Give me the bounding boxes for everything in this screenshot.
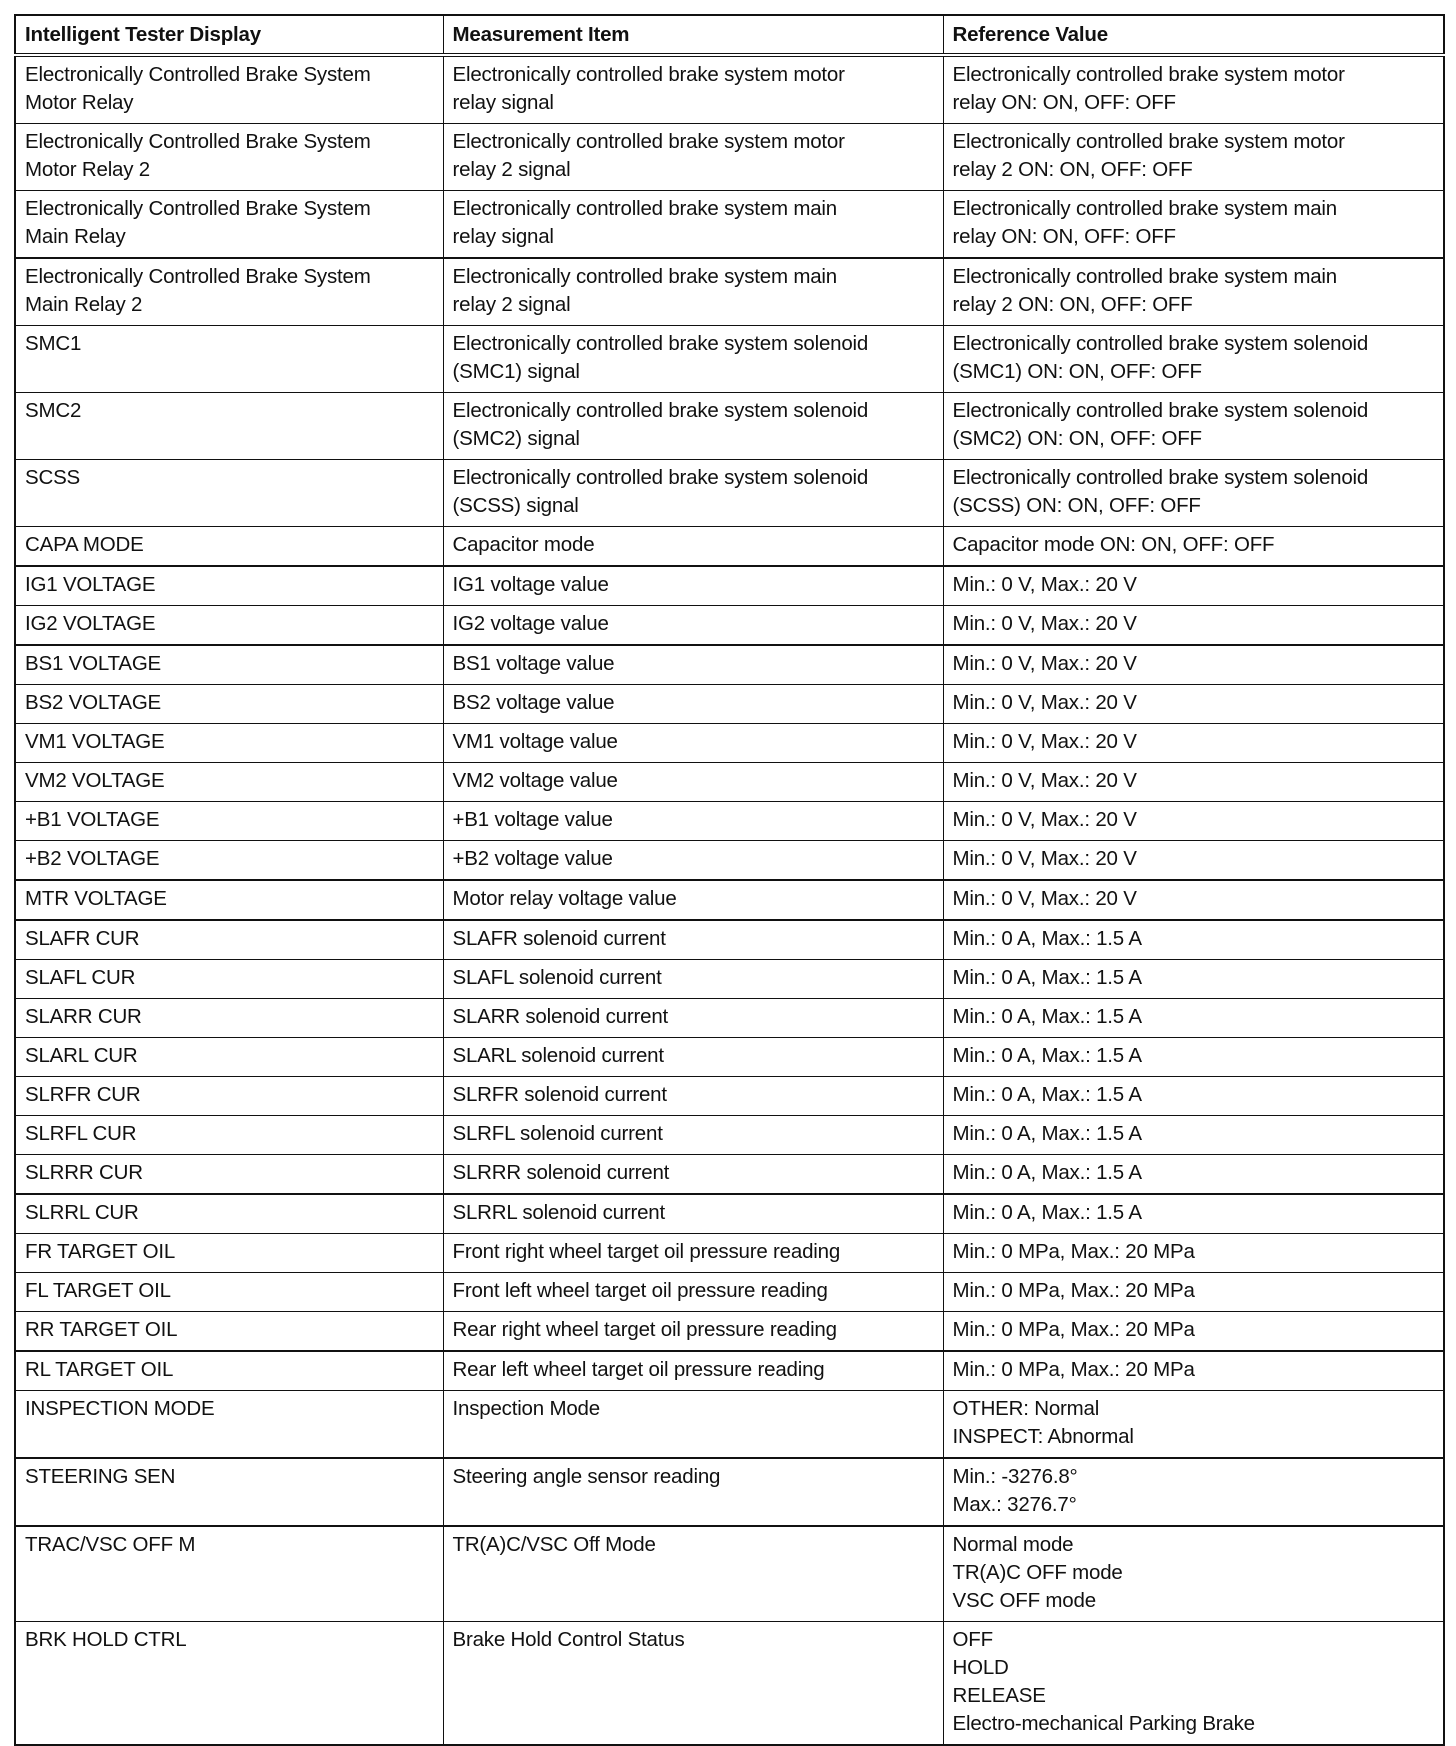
cell-text-line: TR(A)C OFF mode — [952, 1561, 1123, 1584]
table-row — [15, 326, 1444, 393]
cell-text-line: Motor relay voltage value — [452, 887, 677, 910]
tester-display-cell — [15, 393, 443, 460]
cell-text-line: Min.: 0 V, Max.: 20 V — [952, 887, 1137, 910]
cell-text-line: IG2 VOLTAGE — [25, 612, 156, 635]
reference-value-cell — [943, 1155, 1444, 1195]
tester-display-cell — [15, 1458, 443, 1526]
reference-value-cell — [943, 1194, 1444, 1234]
reference-value-cell — [943, 880, 1444, 920]
cell-text-line: Electronically controlled brake system solenoid — [452, 399, 869, 422]
measurement-item-cell — [443, 1351, 943, 1391]
cell-text-line: STEERING SEN — [25, 1465, 176, 1488]
cell-text-line: Min.: 0 V, Max.: 20 V — [952, 573, 1137, 596]
cell-text-line: VSC OFF mode — [952, 1589, 1096, 1612]
reference-value-cell — [943, 606, 1444, 646]
cell-text-line: (SCSS) signal — [452, 494, 579, 517]
cell-text-line: Min.: 0 A, Max.: 1.5 A — [952, 927, 1142, 950]
tester-display-cell — [15, 124, 443, 191]
table-row — [15, 880, 1444, 920]
measurement-item-cell — [443, 920, 943, 960]
reference-value-cell — [943, 1038, 1444, 1077]
table-row — [15, 1077, 1444, 1116]
cell-text-line: (SCSS) ON: ON, OFF: OFF — [952, 494, 1201, 517]
cell-text-line: CAPA MODE — [25, 533, 144, 556]
measurement-item-cell — [443, 1312, 943, 1352]
table-row — [15, 1155, 1444, 1195]
cell-text-line: relay 2 ON: ON, OFF: OFF — [952, 293, 1193, 316]
cell-text-line: SLRFR solenoid current — [452, 1083, 667, 1106]
cell-text-line: Rear right wheel target oil pressure reading — [452, 1318, 837, 1341]
tester-display-cell — [15, 191, 443, 259]
tester-display-cell — [15, 566, 443, 606]
tester-display-cell — [15, 1312, 443, 1352]
tester-display-cell — [15, 1391, 443, 1459]
cell-text-line: Inspection Mode — [452, 1397, 600, 1420]
reference-value-cell — [943, 1077, 1444, 1116]
measurement-item-cell — [443, 1526, 943, 1622]
cell-text-line: Main Relay 2 — [25, 293, 143, 316]
measurement-item-cell — [443, 191, 943, 259]
table-row — [15, 258, 1444, 326]
tester-display-cell — [15, 763, 443, 802]
cell-text-line: Min.: 0 V, Max.: 20 V — [952, 730, 1137, 753]
table-row — [15, 724, 1444, 763]
cell-text-line: Min.: 0 V, Max.: 20 V — [952, 652, 1137, 675]
cell-text-line: SMC2 — [25, 399, 82, 422]
cell-text-line: Min.: 0 A, Max.: 1.5 A — [952, 1044, 1142, 1067]
header-reference-value: Reference Value — [943, 15, 1444, 55]
cell-text-line: (SMC1) signal — [452, 360, 580, 383]
cell-text-line: Normal mode — [952, 1533, 1074, 1556]
measurement-item-cell — [443, 802, 943, 841]
measurement-item-cell — [443, 1116, 943, 1155]
measurement-item-cell — [443, 527, 943, 567]
cell-text-line: OFF — [952, 1628, 993, 1651]
data-monitor-table — [14, 14, 1445, 1746]
reference-value-cell — [943, 258, 1444, 326]
table-row — [15, 999, 1444, 1038]
reference-value-cell — [943, 724, 1444, 763]
cell-text-line: Min.: 0 V, Max.: 20 V — [952, 847, 1137, 870]
cell-text-line: IG1 VOLTAGE — [25, 573, 156, 596]
tester-display-cell — [15, 802, 443, 841]
tester-display-cell — [15, 685, 443, 724]
cell-text-line: Min.: 0 MPa, Max.: 20 MPa — [952, 1279, 1195, 1302]
reference-value-cell — [943, 566, 1444, 606]
header-tester-display: Intelligent Tester Display — [15, 15, 443, 55]
table-row — [15, 1234, 1444, 1273]
tester-display-cell — [15, 326, 443, 393]
cell-text-line: TRAC/VSC OFF M — [25, 1533, 196, 1556]
measurement-item-cell — [443, 460, 943, 527]
cell-text-line: SLAFR CUR — [25, 927, 140, 950]
cell-text-line: SLRFL CUR — [25, 1122, 137, 1145]
cell-text-line: Electronically Controlled Brake System — [25, 197, 371, 220]
tester-display-cell — [15, 1273, 443, 1312]
cell-text-line: (SMC1) ON: ON, OFF: OFF — [952, 360, 1202, 383]
measurement-item-cell — [443, 841, 943, 881]
table-row — [15, 124, 1444, 191]
table-row — [15, 763, 1444, 802]
cell-text-line: Electronically Controlled Brake System — [25, 265, 371, 288]
tester-display-cell — [15, 1038, 443, 1077]
table-row — [15, 1351, 1444, 1391]
cell-text-line: FL TARGET OIL — [25, 1279, 171, 1302]
cell-text-line: Min.: 0 V, Max.: 20 V — [952, 808, 1137, 831]
cell-text-line: INSPECTION MODE — [25, 1397, 215, 1420]
cell-text-line: relay signal — [452, 91, 554, 114]
measurement-item-cell — [443, 1038, 943, 1077]
measurement-item-cell — [443, 960, 943, 999]
table-body — [15, 55, 1444, 1745]
table-row — [15, 1391, 1444, 1459]
cell-text-line: Electronically controlled brake system solenoid — [452, 466, 869, 489]
tester-display-cell — [15, 1116, 443, 1155]
cell-text-line: Electronically controlled brake system motor — [952, 130, 1345, 153]
cell-text-line: Electronically controlled brake system motor — [952, 63, 1345, 86]
cell-text-line: Electronically controlled brake system solenoid — [952, 466, 1369, 489]
cell-text-line: Main Relay — [25, 225, 126, 248]
tester-display-cell — [15, 606, 443, 646]
cell-text-line: SCSS — [25, 466, 81, 489]
table-row — [15, 1116, 1444, 1155]
cell-text-line: (SMC2) ON: ON, OFF: OFF — [952, 427, 1202, 450]
measurement-item-cell — [443, 763, 943, 802]
cell-text-line: Min.: 0 A, Max.: 1.5 A — [952, 1083, 1142, 1106]
reference-value-cell — [943, 1116, 1444, 1155]
cell-text-line: SLRRR solenoid current — [452, 1161, 670, 1184]
reference-value-cell — [943, 191, 1444, 259]
cell-text-line: relay ON: ON, OFF: OFF — [952, 225, 1176, 248]
cell-text-line: OTHER: Normal — [952, 1397, 1100, 1420]
table-row — [15, 1622, 1444, 1746]
reference-value-cell — [943, 1312, 1444, 1352]
cell-text-line: Max.: 3276.7° — [952, 1493, 1077, 1516]
reference-value-cell — [943, 460, 1444, 527]
cell-text-line: HOLD — [952, 1656, 1009, 1679]
cell-text-line: SLAFR solenoid current — [452, 927, 666, 950]
cell-text-line: relay 2 ON: ON, OFF: OFF — [952, 158, 1193, 181]
cell-text-line: SLAFL solenoid current — [452, 966, 662, 989]
tester-display-cell — [15, 999, 443, 1038]
reference-value-cell — [943, 645, 1444, 685]
tester-display-cell — [15, 645, 443, 685]
cell-text-line: Electronically controlled brake system main — [452, 265, 837, 288]
cell-text-line: Min.: 0 V, Max.: 20 V — [952, 612, 1137, 635]
measurement-item-cell — [443, 124, 943, 191]
reference-value-cell — [943, 1273, 1444, 1312]
measurement-item-cell — [443, 685, 943, 724]
cell-text-line: SLARL solenoid current — [452, 1044, 664, 1067]
measurement-item-cell — [443, 1077, 943, 1116]
cell-text-line: IG1 voltage value — [452, 573, 609, 596]
reference-value-cell — [943, 326, 1444, 393]
cell-text-line: Min.: 0 A, Max.: 1.5 A — [952, 966, 1142, 989]
cell-text-line: SLARR CUR — [25, 1005, 142, 1028]
cell-text-line: +B1 VOLTAGE — [25, 808, 160, 831]
cell-text-line: Steering angle sensor reading — [452, 1465, 721, 1488]
table-row — [15, 841, 1444, 881]
reference-value-cell — [943, 527, 1444, 567]
tester-display-cell — [15, 460, 443, 527]
cell-text-line: TR(A)C/VSC Off Mode — [452, 1533, 656, 1556]
table-row — [15, 55, 1444, 124]
measurement-item-cell — [443, 258, 943, 326]
cell-text-line: Motor Relay 2 — [25, 158, 151, 181]
reference-value-cell — [943, 802, 1444, 841]
cell-text-line: +B2 VOLTAGE — [25, 847, 160, 870]
cell-text-line: Front right wheel target oil pressure reading — [452, 1240, 841, 1263]
header-measurement-item: Measurement Item — [443, 15, 943, 55]
measurement-item-cell — [443, 1273, 943, 1312]
measurement-item-cell — [443, 1622, 943, 1746]
cell-text-line: +B1 voltage value — [452, 808, 613, 831]
reference-value-cell — [943, 124, 1444, 191]
table-row — [15, 1194, 1444, 1234]
table-row — [15, 685, 1444, 724]
cell-text-line: MTR VOLTAGE — [25, 887, 167, 910]
tester-display-cell — [15, 527, 443, 567]
reference-value-cell — [943, 55, 1444, 124]
cell-text-line: Capacitor mode ON: ON, OFF: OFF — [952, 533, 1275, 556]
tester-display-cell — [15, 1234, 443, 1273]
cell-text-line: relay 2 signal — [452, 293, 571, 316]
reference-value-cell — [943, 1234, 1444, 1273]
table-row — [15, 606, 1444, 646]
cell-text-line: Min.: 0 A, Max.: 1.5 A — [952, 1122, 1142, 1145]
cell-text-line: Min.: 0 V, Max.: 20 V — [952, 769, 1137, 792]
reference-value-cell — [943, 920, 1444, 960]
cell-text-line: Min.: 0 MPa, Max.: 20 MPa — [952, 1358, 1195, 1381]
cell-text-line: Electronically controlled brake system main — [952, 265, 1337, 288]
cell-text-line: SLRRR CUR — [25, 1161, 143, 1184]
table-row — [15, 460, 1444, 527]
cell-text-line: Electronically Controlled Brake System — [25, 130, 371, 153]
cell-text-line: BRK HOLD CTRL — [25, 1628, 187, 1651]
cell-text-line: Capacitor mode — [452, 533, 595, 556]
cell-text-line: relay signal — [452, 225, 554, 248]
cell-text-line: FR TARGET OIL — [25, 1240, 176, 1263]
reference-value-cell — [943, 1351, 1444, 1391]
reference-value-cell — [943, 1391, 1444, 1459]
table-row — [15, 920, 1444, 960]
measurement-item-cell — [443, 999, 943, 1038]
cell-text-line: Min.: 0 MPa, Max.: 20 MPa — [952, 1240, 1195, 1263]
header-row — [15, 15, 1444, 55]
measurement-item-cell — [443, 1458, 943, 1526]
table-row — [15, 1458, 1444, 1526]
cell-text-line: INSPECT: Abnormal — [952, 1425, 1134, 1448]
table-row — [15, 566, 1444, 606]
tester-display-cell — [15, 1194, 443, 1234]
cell-text-line: Motor Relay — [25, 91, 134, 114]
cell-text-line: Electro-mechanical Parking Brake — [952, 1712, 1255, 1735]
reference-value-cell — [943, 999, 1444, 1038]
cell-text-line: Brake Hold Control Status — [452, 1628, 685, 1651]
tester-display-cell — [15, 960, 443, 999]
cell-text-line: IG2 voltage value — [452, 612, 609, 635]
tester-display-cell — [15, 724, 443, 763]
table-row — [15, 527, 1444, 567]
cell-text-line: relay 2 signal — [452, 158, 571, 181]
measurement-item-cell — [443, 326, 943, 393]
cell-text-line: BS1 VOLTAGE — [25, 652, 162, 675]
measurement-item-cell — [443, 566, 943, 606]
cell-text-line: Min.: 0 A, Max.: 1.5 A — [952, 1201, 1142, 1224]
cell-text-line: (SMC2) signal — [452, 427, 580, 450]
cell-text-line: SLAFL CUR — [25, 966, 136, 989]
reference-value-cell — [943, 960, 1444, 999]
measurement-item-cell — [443, 724, 943, 763]
measurement-item-cell — [443, 55, 943, 124]
cell-text-line: RELEASE — [952, 1684, 1046, 1707]
tester-display-cell — [15, 920, 443, 960]
cell-text-line: BS2 voltage value — [452, 691, 615, 714]
cell-text-line: SLRRL solenoid current — [452, 1201, 665, 1224]
cell-text-line: RL TARGET OIL — [25, 1358, 174, 1381]
cell-text-line: +B2 voltage value — [452, 847, 613, 870]
cell-text-line: VM2 VOLTAGE — [25, 769, 165, 792]
reference-value-cell — [943, 1526, 1444, 1622]
cell-text-line: VM1 VOLTAGE — [25, 730, 165, 753]
reference-value-cell — [943, 763, 1444, 802]
reference-value-cell — [943, 685, 1444, 724]
measurement-item-cell — [443, 645, 943, 685]
cell-text-line: VM2 voltage value — [452, 769, 618, 792]
reference-value-cell — [943, 393, 1444, 460]
table-row — [15, 1312, 1444, 1352]
measurement-item-cell — [443, 1234, 943, 1273]
table-row — [15, 393, 1444, 460]
measurement-item-cell — [443, 393, 943, 460]
cell-text-line: BS2 VOLTAGE — [25, 691, 162, 714]
measurement-item-cell — [443, 606, 943, 646]
measurement-item-cell — [443, 1155, 943, 1195]
cell-text-line: Min.: 0 V, Max.: 20 V — [952, 691, 1137, 714]
cell-text-line: Front left wheel target oil pressure reading — [452, 1279, 828, 1302]
table-row — [15, 802, 1444, 841]
reference-value-cell — [943, 841, 1444, 881]
tester-display-cell — [15, 55, 443, 124]
cell-text-line: Min.: 0 MPa, Max.: 20 MPa — [952, 1318, 1195, 1341]
cell-text-line: Electronically controlled brake system motor — [452, 63, 845, 86]
reference-value-cell — [943, 1622, 1444, 1746]
cell-text-line: Electronically controlled brake system main — [452, 197, 837, 220]
tester-display-cell — [15, 880, 443, 920]
table-row — [15, 1273, 1444, 1312]
cell-text-line: SMC1 — [25, 332, 82, 355]
cell-text-line: Min.: -3276.8° — [952, 1465, 1078, 1488]
tester-display-cell — [15, 841, 443, 881]
cell-text-line: BS1 voltage value — [452, 652, 615, 675]
tester-display-cell — [15, 1351, 443, 1391]
cell-text-line: SLARL CUR — [25, 1044, 138, 1067]
table-row — [15, 645, 1444, 685]
cell-text-line: Rear left wheel target oil pressure reading — [452, 1358, 825, 1381]
measurement-item-cell — [443, 1391, 943, 1459]
cell-text-line: relay ON: ON, OFF: OFF — [952, 91, 1176, 114]
cell-text-line: Min.: 0 A, Max.: 1.5 A — [952, 1005, 1142, 1028]
cell-text-line: Electronically controlled brake system solenoid — [952, 332, 1369, 355]
cell-text-line: SLRFL solenoid current — [452, 1122, 663, 1145]
measurement-item-cell — [443, 880, 943, 920]
cell-text-line: Electronically controlled brake system solenoid — [952, 399, 1369, 422]
measurement-item-cell — [443, 1194, 943, 1234]
reference-value-cell — [943, 1458, 1444, 1526]
cell-text-line: Min.: 0 A, Max.: 1.5 A — [952, 1161, 1142, 1184]
tester-display-cell — [15, 1077, 443, 1116]
cell-text-line: Electronically Controlled Brake System — [25, 63, 371, 86]
cell-text-line: SLRFR CUR — [25, 1083, 141, 1106]
cell-text-line: SLRRL CUR — [25, 1201, 139, 1224]
table-row — [15, 1038, 1444, 1077]
cell-text-line: SLARR solenoid current — [452, 1005, 669, 1028]
tester-display-cell — [15, 1622, 443, 1746]
table-row — [15, 960, 1444, 999]
cell-text-line: VM1 voltage value — [452, 730, 618, 753]
cell-text-line: Electronically controlled brake system main — [952, 197, 1337, 220]
cell-text-line: Electronically controlled brake system solenoid — [452, 332, 869, 355]
tester-display-cell — [15, 1526, 443, 1622]
cell-text-line: RR TARGET OIL — [25, 1318, 178, 1341]
table-row — [15, 191, 1444, 259]
tester-display-cell — [15, 1155, 443, 1195]
cell-text-line: Electronically controlled brake system motor — [452, 130, 845, 153]
table-row — [15, 1526, 1444, 1622]
tester-display-cell — [15, 258, 443, 326]
